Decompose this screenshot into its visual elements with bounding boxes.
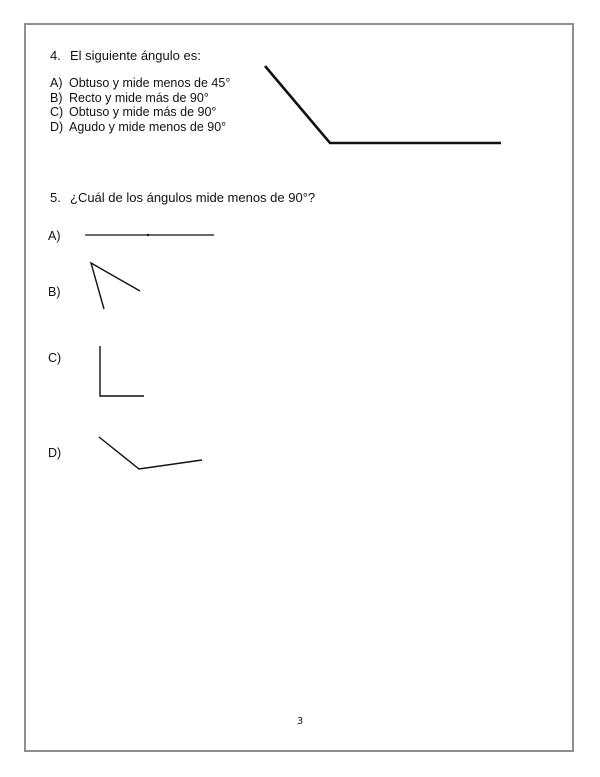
question-5-text: ¿Cuál de los ángulos mide menos de 90°? — [70, 190, 316, 205]
option-text: Recto y mide más de 90° — [69, 90, 209, 105]
option-letter: C) — [50, 105, 64, 119]
choice-a-straight-angle — [85, 234, 214, 236]
option-letter: A) — [50, 76, 63, 90]
choice-d-label[interactable]: D) — [48, 446, 62, 460]
choice-c-label[interactable]: C) — [48, 351, 62, 365]
choice-c-right-angle — [100, 346, 144, 396]
option-letter: D) — [50, 119, 64, 134]
choice-b-acute-angle — [91, 263, 140, 309]
question-5-title — [50, 190, 315, 205]
choice-d-obtuse-angle — [99, 437, 202, 469]
question-5-number: 5. — [50, 190, 61, 205]
choice-b-label[interactable]: B) — [48, 285, 61, 299]
question-4-angle-figure — [265, 66, 501, 143]
page-number: 3 — [296, 716, 304, 727]
option-text: Agudo y mide menos de 90° — [69, 119, 227, 134]
question-4-number: 4. — [50, 48, 61, 63]
question-4-text: El siguiente ángulo es: — [70, 48, 201, 63]
option-text: Obtuso y mide más de 90° — [69, 105, 217, 119]
choice-a-label[interactable]: A) — [48, 229, 61, 243]
option-letter: B) — [50, 90, 63, 105]
option-text: Obtuso y mide menos de 45° — [69, 76, 231, 90]
